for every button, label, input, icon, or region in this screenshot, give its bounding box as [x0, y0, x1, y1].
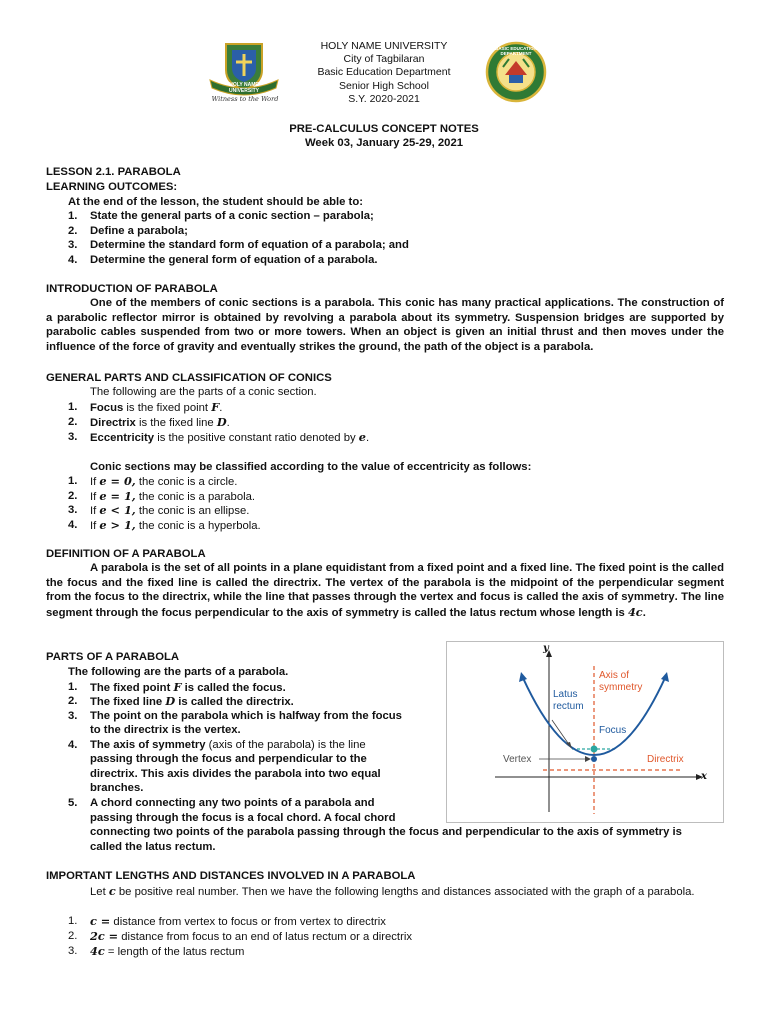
list-num: 3.	[68, 504, 78, 516]
label-line: symmetry	[599, 682, 643, 693]
item-text: is the fixed point	[123, 402, 212, 414]
item-text: is called the directrix.	[175, 696, 294, 708]
math-expression: e > 1,	[99, 518, 136, 532]
item-text: is the positive constant ratio denoted by	[154, 432, 359, 444]
latus-pointer-head	[566, 742, 572, 749]
outcome-num: 4.	[68, 254, 78, 266]
item-end: .	[226, 417, 230, 429]
list-item	[90, 400, 222, 416]
item-text: the conic is an ellipse.	[135, 505, 250, 517]
label-line: Axis of	[599, 670, 630, 681]
curve-arrow-right	[661, 672, 669, 682]
item-text: If	[90, 505, 100, 517]
city-name: City of Tagbilaran	[343, 53, 425, 66]
item-text: be positive real number. Then we have the following lengths and distances associated with the graph of a parabola.	[115, 886, 695, 898]
item-text: If	[90, 476, 100, 488]
title-line-1: PRE-CALCULUS CONCEPT NOTES	[289, 123, 479, 135]
term: The axis of symmetry	[90, 739, 206, 751]
list-num: 4.	[68, 519, 78, 531]
introduction-paragraph	[46, 296, 724, 354]
math-symbol: c	[108, 884, 116, 898]
math-expression: 4c	[627, 604, 643, 619]
item-text: If	[90, 491, 100, 503]
item-text: = length of the latus rectum	[104, 946, 245, 958]
intro-text: . This conic has many practical applications. The construction of a parabolic reflector mirror is obtained by revolving a parabola about its symmetry. Suspension bridges are supported by parabolic cables suspended from two or more towers. When an object is given an initial thrust and then moves under the influence of the force of gravity and eventually strikes the ground, the path of the object is a parabola.	[46, 297, 724, 353]
list-item	[90, 518, 261, 534]
list-num: 4.	[68, 739, 78, 751]
parts-heading: PARTS OF A PARABOLA	[46, 651, 180, 663]
outcome-num: 1.	[68, 210, 78, 222]
list-item	[90, 944, 244, 960]
outcome-text: State the general parts of a conic section – parabola;	[90, 210, 374, 222]
item-text: The fixed line	[90, 696, 166, 708]
item-text: (axis of the parabola) is the line	[205, 739, 366, 751]
item-text: the conic is a hyperbola.	[135, 520, 261, 532]
list-num: 1.	[68, 401, 78, 413]
list-item	[90, 503, 249, 519]
focus-label: Focus	[599, 725, 627, 736]
term: Eccentricity	[90, 432, 155, 444]
math-symbol: F	[173, 680, 182, 694]
def-term: directrix	[273, 576, 318, 589]
list-item-line: passing through the focus and perpendicular to the	[90, 753, 367, 765]
math-expression: e < 1,	[99, 503, 136, 517]
item-text: Let	[90, 886, 109, 898]
list-item-line: branches.	[90, 782, 144, 794]
outcome-text: Determine the standard form of equation of a parabola; and	[90, 239, 409, 251]
def-term: latus rectum	[469, 606, 537, 619]
item-text: is the fixed line	[135, 417, 217, 429]
parabola-figure	[446, 641, 724, 823]
outcome-num: 2.	[68, 225, 78, 237]
outcome-text: Determine the general form of equation of a parabola.	[90, 254, 378, 266]
def-text: whose length is	[536, 606, 628, 619]
vertex-point	[591, 756, 597, 762]
item-end: .	[219, 402, 223, 414]
latus-pointer	[552, 720, 570, 746]
math-expression: e = 0,	[99, 474, 136, 488]
list-num: 2.	[68, 490, 78, 502]
math-expression: c =	[90, 914, 111, 928]
logo-right-text: BASIC EDUCATION DEPARTMENT	[495, 46, 537, 56]
list-num: 1.	[68, 915, 78, 927]
list-num: 2.	[68, 416, 78, 428]
list-num: 3.	[68, 431, 78, 443]
intro-term: parabola	[324, 297, 372, 309]
list-item-line: A chord connecting any two points of a parabola and	[90, 797, 375, 809]
y-axis-label: y	[543, 643, 549, 654]
outcomes-heading: LEARNING OUTCOMES:	[46, 181, 178, 193]
item-text: is called the focus.	[181, 682, 286, 694]
def-term: focus	[67, 576, 98, 589]
parts-intro: The following are the parts of a parabola.	[68, 666, 289, 678]
list-item	[90, 474, 237, 490]
latus-rectum-label	[553, 689, 584, 713]
curve-arrow-left	[519, 672, 527, 682]
label-line: rectum	[553, 701, 584, 712]
item-text: If	[90, 520, 100, 532]
axis-of-symmetry-label	[599, 670, 642, 694]
logo-left-banner: HOLY NAME UNIVERSITY	[228, 82, 259, 94]
list-item-line	[90, 738, 366, 753]
list-item	[90, 914, 386, 930]
def-term: parabola	[100, 562, 149, 574]
list-num: 5.	[68, 797, 78, 809]
parabola-diagram	[447, 642, 723, 822]
def-term: vertex	[349, 576, 384, 589]
focus-point	[591, 746, 598, 753]
def-text: A	[90, 562, 101, 574]
math-symbol: F	[211, 400, 220, 414]
math-symbol: D	[165, 694, 176, 708]
def-text: of the parabola is the midpoint of the perpendicular segment from the focus to the directrix, while the line that passes through the vertex and focus is called the	[46, 576, 725, 604]
list-num: 2.	[68, 930, 78, 942]
introduction-heading: INTRODUCTION OF PARABOLA	[46, 283, 218, 295]
math-expression: 2c =	[90, 929, 119, 943]
list-num: 1.	[68, 475, 78, 487]
general-parts-heading: GENERAL PARTS AND CLASSIFICATION OF CONICS	[46, 372, 332, 384]
school-year: S.Y. 2020-2021	[348, 92, 420, 105]
label-line: Latus	[553, 689, 578, 700]
list-num: 2.	[68, 695, 78, 707]
vertex-label: Vertex	[503, 754, 532, 765]
outcomes-intro: At the end of the lesson, the student should be able to:	[68, 196, 363, 208]
x-axis-label: x	[701, 771, 707, 782]
def-text: and the fixed line is called the	[97, 576, 274, 589]
list-item-line: The point on the parabola which is halfway from the focus	[90, 710, 402, 722]
item-text: the conic is a parabola.	[135, 491, 256, 503]
intro-text: One of the members of conic sections is a	[90, 297, 325, 309]
lengths-heading: IMPORTANT LENGTHS AND DISTANCES INVOLVED IN A PARABOLA	[46, 870, 416, 882]
term: Directrix	[90, 417, 136, 429]
vertex-pointer-head	[585, 756, 591, 762]
list-item-line: directrix. This axis divides the parabola into two equal	[90, 768, 381, 780]
term: Focus	[90, 402, 124, 414]
list-item	[90, 929, 412, 945]
school-name: Senior High School	[339, 79, 429, 92]
definition-paragraph	[46, 561, 724, 620]
definition-heading: DEFINITION OF A PARABOLA	[46, 548, 206, 560]
def-text: is the set of all points in a plane equidistant from a fixed point and a fixed line. The fixed point is the called the	[46, 562, 724, 589]
def-term: axis of symmetry	[581, 591, 675, 604]
list-item	[90, 430, 369, 446]
list-item	[90, 694, 294, 710]
directrix-label: Directrix	[647, 754, 684, 765]
item-text: the conic is a circle.	[135, 476, 238, 488]
department-name: Basic Education Department	[317, 66, 451, 79]
title-line-2: Week 03, January 25-29, 2021	[304, 137, 464, 149]
list-item-line: passing through the focus is a focal chord. A focal chord	[90, 812, 396, 824]
list-num: 3.	[68, 710, 78, 722]
list-item	[90, 415, 230, 431]
document-title	[234, 122, 534, 150]
def-text: . The	[317, 576, 350, 589]
item-text: distance from focus to an end of latus rectum or a directrix	[118, 931, 412, 943]
list-item-line: to the directrix is the vertex.	[90, 724, 241, 736]
university-name: HOLY NAME UNIVERSITY	[320, 40, 448, 52]
math-expression: e = 1,	[99, 489, 136, 503]
def-text: . The line segment through the focus perpendicular to the axis of symmetry is called the	[46, 591, 724, 619]
math-expression: 4c	[90, 944, 105, 958]
item-text: The fixed point	[90, 682, 174, 694]
list-item-line: connecting two points of the parabola passing through the focus and perpendicular to the axis of symmetry is	[90, 826, 682, 838]
university-header	[284, 40, 484, 106]
general-parts-intro: The following are the parts of a conic section.	[90, 386, 317, 398]
list-num: 1.	[68, 681, 78, 693]
math-symbol: D	[216, 415, 227, 429]
list-item-line: called the latus rectum.	[90, 841, 216, 853]
item-end: .	[365, 432, 370, 444]
math-symbol: e	[358, 430, 366, 444]
lengths-intro	[46, 884, 724, 900]
def-text: .	[642, 606, 646, 619]
list-num: 3.	[68, 945, 78, 957]
logo-left-motto: Witness to the Word	[211, 95, 279, 103]
item-text: distance from vertex to focus or from vertex to directrix	[110, 916, 386, 928]
outcome-num: 3.	[68, 239, 78, 251]
classify-intro: Conic sections may be classified according to the value of eccentricity as follows:	[90, 461, 532, 473]
lesson-heading: LESSON 2.1. PARABOLA	[46, 166, 181, 178]
outcome-text: Define a parabola;	[90, 225, 188, 237]
